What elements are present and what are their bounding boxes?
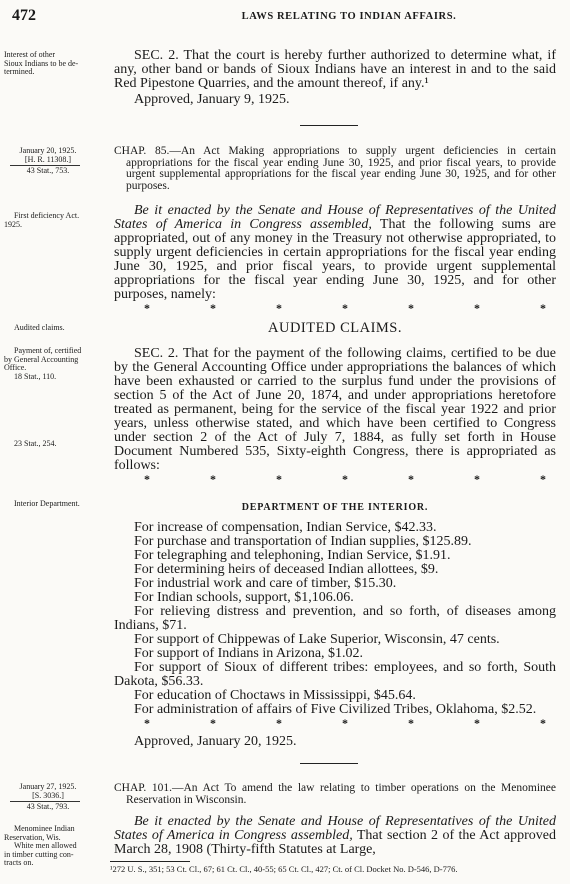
footnote-rule: [110, 861, 190, 862]
margin-line: Interior Department.: [14, 499, 80, 508]
asterisk: *: [144, 472, 150, 486]
margin-stat: 43 Stat., 793.: [26, 802, 70, 812]
running-title: LAWS RELATING TO INDIAN AFFAIRS.: [241, 11, 457, 22]
paragraph: SEC. 2. That for the payment of the following claims, certified to be due by the General Accounting Office under appropriations the balances of which have been exhausted or carried to the surplus fund under the provisions of section 5 of the Act of June 20, 1874, and under appropriations heretofore treated as permanent, being for the service of the fiscal year 1922 and prior years, unless otherwise stated, and which have been certified to Congress under section 2 of the Act of July 7, 1884, as fully set forth in House Document Numbered 535, Sixty-eighth Congress, there is appropriated as follows:: [114, 346, 556, 473]
paragraph: SEC. 2. That the court is hereby further authorized to determine what, if any, other band or bands of Sioux Indians have an interest in and to the said Red Pipestone Quarries, and the amount thereof, if any.¹: [114, 48, 556, 91]
asterisk: *: [210, 716, 216, 730]
margin-note-stat254: [4, 440, 112, 449]
chapter-title-text: An Act To amend the law relating to timber operations on the Menominee Reservation in Wisconsin.: [126, 782, 556, 806]
appropriation-item: For support of Indians in Arizona, $1.02.: [134, 646, 364, 661]
asterisk-row: [114, 717, 556, 729]
appropriation-item: For support of Chippewas of Lake Superior, Wisconsin, 47 cents.: [134, 632, 500, 647]
margin-bill: [H. R. 11308.]: [24, 154, 72, 164]
asterisk: *: [276, 716, 282, 730]
margin-line: Office.: [4, 363, 27, 373]
appropriation-item: For support of Sioux of different tribes: employees, and so forth, South Dakota, $56.33.: [114, 660, 556, 689]
chapter-title-text: An Act Making appropriations to supply urgent deficiencies in certain appropriations for the fiscal year ending June 30, 1925, and prior fiscal years, to provide urgent supplemental appropriations for the fiscal year ending June 30, 1925, and for other purposes.: [126, 145, 556, 192]
appropriation-item: For purchase and transportation of Indian supplies, $125.89.: [134, 534, 472, 549]
enacting-text: That section 2 of the Act approved March 28, 1908 (Thirty-fifth Statutes at Large,: [114, 828, 556, 857]
asterisk: *: [276, 301, 282, 315]
appropriation-item: For education of Choctaws in Mississippi, $45.64.: [134, 688, 416, 703]
chapter-label: CHAP. 85.—: [114, 145, 181, 157]
enacting-text: That the following sums are appropriated, out of any money in the Treasury not otherwise appropriated, to supply urgent deficiencies in certain appropriations for the fiscal year ending June 30, 1925, and prior fiscal years, to provide urgent supplemental appropriations for the fiscal year ending June 30, 1925, and for other purposes, namely:: [114, 217, 556, 302]
margin-line: Audited claims.: [14, 323, 65, 332]
page-number: 472: [12, 7, 36, 24]
chapter-85-title: [114, 146, 556, 192]
margin-line: White men allowed: [14, 841, 77, 851]
margin-note-first-deficiency: [4, 212, 112, 229]
approved-date: Approved, January 20, 1925.: [134, 734, 297, 749]
enacting-italic: Be it enacted by the Senate and House of Representatives of the United States of America in Congress assembled,: [114, 814, 556, 843]
asterisk: *: [144, 301, 150, 315]
asterisk: *: [540, 301, 546, 315]
appropriation-items: [114, 521, 556, 749]
margin-note-menominee: [4, 825, 112, 868]
appropriation-item: For telegraphing and telephoning, Indian Service, $1.91.: [134, 548, 451, 563]
margin-stat: 43 Stat., 753.: [26, 166, 70, 176]
enacting-clause-2: [114, 815, 556, 857]
margin-line: in timber cutting con-: [4, 849, 74, 859]
margin-line: Payment of, certified: [14, 346, 82, 355]
asterisk: *: [474, 301, 480, 315]
appropriation-item: For relieving distress and prevention, and so forth, of diseases among Indians, $71.: [114, 604, 556, 633]
section-rule: [300, 763, 358, 764]
asterisk: *: [408, 472, 414, 486]
asterisk-row: [114, 473, 556, 485]
chapter-101-title: [114, 783, 556, 806]
margin-line: termined.: [4, 67, 35, 77]
margin-line: Menominee Indian: [14, 824, 75, 833]
margin-note-payment: [4, 347, 112, 381]
margin-line: Sioux Indians to be de-: [4, 58, 79, 68]
margin-stat: 23 Stat., 254.: [14, 439, 57, 448]
asterisk: *: [540, 472, 546, 486]
appropriation-item: For increase of compensation, Indian Service, $42.33.: [134, 520, 437, 535]
asterisk: *: [210, 472, 216, 486]
section-two-claims: [114, 347, 556, 485]
enacting-clause-1: [114, 204, 556, 314]
asterisk-row: [114, 302, 556, 314]
asterisk: *: [342, 301, 348, 315]
asterisk: *: [408, 301, 414, 315]
section-two-pipestone: [114, 49, 556, 107]
asterisk: *: [342, 472, 348, 486]
appropriation-item: For Indian schools, support, $1,106.06.: [134, 590, 354, 605]
margin-line: First deficiency Act.: [14, 211, 80, 220]
margin-date: January 20, 1925.: [19, 146, 77, 155]
appropriation-item: For determining heirs of deceased Indian allottees, $9.: [134, 562, 439, 577]
margin-bill: [S. 3036.]: [32, 790, 64, 800]
asterisk: *: [210, 301, 216, 315]
margin-note-interior: [4, 500, 112, 509]
enacting-italic: Be it enacted by the Senate and House of Representatives of the United States of America in Congress assembled,: [114, 203, 556, 232]
margin-line: tracts on.: [4, 858, 34, 868]
asterisk: *: [474, 716, 480, 730]
margin-note-audited: [4, 324, 112, 333]
chapter-label: CHAP. 101.—: [114, 782, 184, 794]
approved-date: Approved, January 9, 1925.: [134, 92, 290, 107]
department-heading: DEPARTMENT OF THE INTERIOR.: [241, 502, 429, 513]
asterisk: *: [408, 716, 414, 730]
footnote: ¹272 U. S., 351; 53 Ct. Cl., 67; 61 Ct. Cl., 40-55; 65 Ct. Cl., 427; Ct. of Cl. Docket No. D-546, D-776.: [110, 864, 458, 874]
margin-note-chap85: [4, 147, 92, 176]
margin-line: Reservation, Wis.: [4, 832, 61, 842]
margin-line: Interest of other: [4, 50, 56, 59]
margin-note-chap101: [4, 783, 92, 812]
margin-date: January 27, 1925.: [19, 782, 77, 791]
margin-line: 1925.: [4, 219, 22, 229]
appropriation-item: For industrial work and care of timber, $15.30.: [134, 576, 397, 591]
asterisk: *: [540, 716, 546, 730]
appropriation-item: For administration of affairs of Five Civilized Tribes, Oklahoma, $2.52.: [134, 702, 537, 717]
page-header: [10, 7, 558, 31]
section-rule: [300, 125, 358, 126]
asterisk: *: [276, 472, 282, 486]
audited-claims-heading: AUDITED CLAIMS.: [268, 320, 402, 336]
margin-stat: 18 Stat., 110.: [14, 371, 57, 381]
margin-note-interest: [4, 51, 112, 77]
margin-line: by General Accounting: [4, 354, 79, 364]
asterisk: *: [474, 472, 480, 486]
asterisk: *: [342, 716, 348, 730]
asterisk: *: [144, 716, 150, 730]
